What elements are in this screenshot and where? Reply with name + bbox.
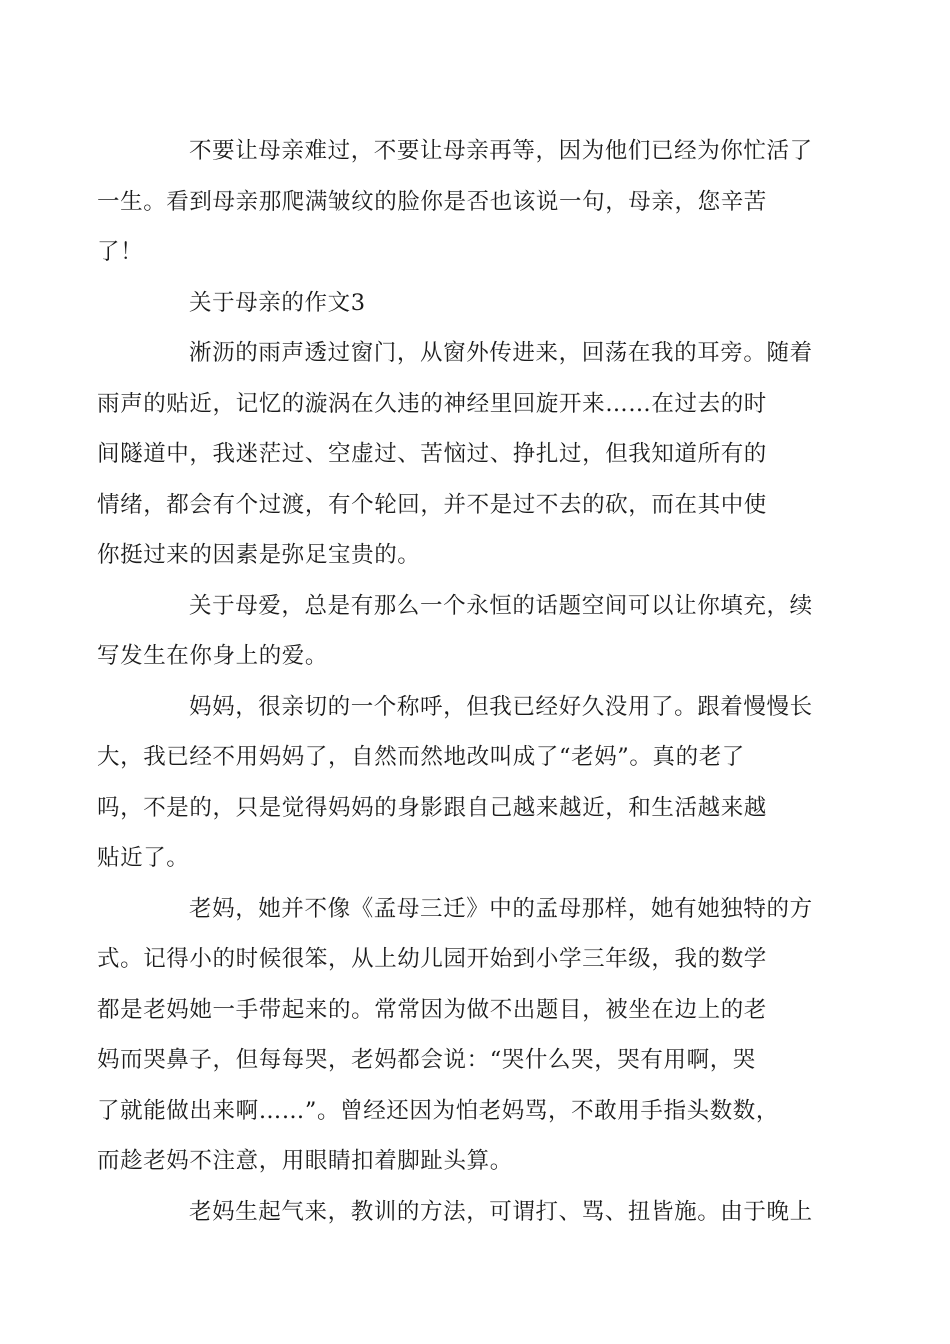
- text-line: 关于母爱，总是有那么一个永恒的话题空间可以让你填充，续: [189, 592, 813, 619]
- text-line: 你挺过来的因素是弥足宝贵的。: [97, 542, 421, 568]
- paragraph-5: [97, 884, 823, 1187]
- section-heading: [143, 278, 823, 329]
- text-line: 了就能做出来啊……”。曾经还因为怕老妈骂，不敢用手指头数数，: [97, 1097, 780, 1124]
- text-line: 淅沥的雨声透过窗门，从窗外传进来，回荡在我的耳旁。随着: [189, 340, 813, 366]
- paragraph-4: [97, 682, 823, 884]
- heading-text: 关于母亲的作文3: [189, 289, 366, 316]
- text-line: 贴近了。: [97, 845, 190, 871]
- text-line: 大，我已经不用妈妈了，自然而然地改叫成了“老妈”。真的老了: [97, 744, 745, 770]
- text-line: 而趁老妈不注意，用眼睛扣着脚趾头算。: [97, 1148, 513, 1174]
- paragraph-1: [97, 126, 823, 278]
- text-line: 雨声的贴近，记忆的漩涡在久违的神经里回旋开来……在过去的时: [97, 390, 767, 417]
- text-line: 情绪，都会有个过渡，有个轮回，并不是过不去的砍，而在其中使: [97, 491, 767, 518]
- paragraph-3: [97, 581, 823, 682]
- text-line: 老妈，她并不像《孟母三迁》中的孟母那样，她有她独特的方: [189, 895, 813, 922]
- text-line: 一生。看到母亲那爬满皱纹的脸你是否也该说一句，母亲，您辛苦: [97, 188, 767, 215]
- text-line: 写发生在你身上的爱。: [97, 643, 329, 669]
- text-line: 老妈生起气来，教训的方法，可谓打、骂、扭皆施。由于晚上: [189, 1198, 813, 1225]
- text-line: 了！: [97, 239, 144, 265]
- text-line: 吗，不是的，只是觉得妈妈的身影跟自己越来越近，和生活越来越: [97, 794, 767, 821]
- text-line: 妈而哭鼻子，但每每哭，老妈都会说：“哭什么哭，哭有用啊，哭: [97, 1047, 756, 1073]
- paragraph-2: [97, 328, 823, 581]
- text-line: 妈妈，很亲切的一个称呼，但我已经好久没用了。跟着慢慢长: [189, 693, 813, 720]
- text-line: 都是老妈她一手带起来的。常常因为做不出题目，被坐在边上的老: [97, 996, 767, 1023]
- text-line: 式。记得小的时候很笨，从上幼儿园开始到小学三年级，我的数学: [97, 946, 767, 972]
- text-line: 不要让母亲难过，不要让母亲再等，因为他们已经为你忙活了: [189, 138, 813, 164]
- document-body: [97, 126, 823, 1237]
- paragraph-6: [143, 1187, 823, 1238]
- text-line: 间隧道中，我迷茫过、空虚过、苦恼过、挣扎过，但我知道所有的: [97, 441, 767, 467]
